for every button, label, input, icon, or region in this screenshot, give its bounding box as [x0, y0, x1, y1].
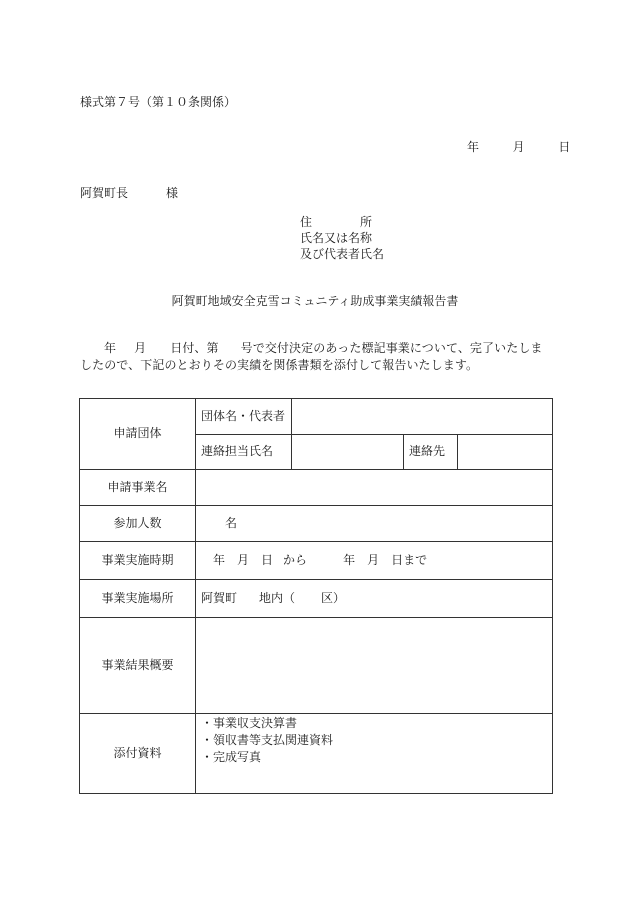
- table-row: [80, 399, 553, 435]
- contact-field[interactable]: [458, 435, 553, 470]
- form-number: 様式第７号（第１０条関係）: [80, 95, 237, 109]
- attachments-label: 添付資料: [80, 714, 196, 794]
- participants-field[interactable]: [196, 506, 553, 542]
- location-district: 区）: [321, 590, 346, 605]
- report-table: [79, 398, 553, 794]
- project-name-label: 申請事業名: [80, 470, 196, 506]
- attachment-item: ・事業収支決算書: [201, 716, 298, 730]
- body-day: 日付、第: [170, 341, 219, 355]
- participants-label: 参加人数: [80, 506, 196, 542]
- summary-label: 事業結果概要: [80, 618, 196, 714]
- location-town: 阿賀町: [201, 590, 238, 605]
- group-rep-field[interactable]: [292, 399, 553, 435]
- period-start-day: 日: [261, 552, 274, 567]
- period-field[interactable]: [196, 542, 553, 580]
- project-name-field[interactable]: [196, 470, 553, 506]
- group-rep-label: 団体名・代表者: [196, 399, 292, 435]
- contact-name-field[interactable]: [292, 435, 404, 470]
- date-day: 日: [558, 140, 571, 154]
- attachment-item: ・領収書等支払関連資料: [201, 733, 334, 747]
- table-row: [80, 542, 553, 580]
- period-label: 事業実施時期: [80, 542, 196, 580]
- body-text: [80, 340, 552, 374]
- name-label: 氏名又は名称: [300, 231, 373, 245]
- attachments-field: [196, 714, 553, 794]
- table-row: [80, 580, 553, 618]
- summary-field[interactable]: [196, 618, 553, 714]
- body-sentence: 号で交付決定のあった標記事業について、完了いたしましたので、下記のとおりその実績を関係書類を添付して報告いたします。: [80, 341, 543, 372]
- location-field[interactable]: [196, 580, 553, 618]
- period-end-day: 日まで: [391, 552, 428, 567]
- representative-label: 及び代表者氏名: [300, 247, 385, 261]
- period-end-month: 月: [367, 552, 380, 567]
- contact-name-label: 連絡担当氏名: [196, 435, 292, 470]
- address-label: 住 所: [300, 215, 373, 229]
- participants-unit: 名: [225, 515, 238, 530]
- addressee: [80, 185, 178, 202]
- location-label: 事業実施場所: [80, 580, 196, 618]
- date-line: [467, 139, 570, 156]
- table-row: [80, 714, 553, 794]
- date-month: 月: [512, 140, 525, 154]
- date-year: 年: [467, 140, 480, 154]
- location-area: 地内（: [259, 590, 296, 605]
- table-row: [80, 506, 553, 542]
- period-end-year: 年: [343, 552, 356, 567]
- table-row: [80, 618, 553, 714]
- period-start-month: 月: [237, 552, 250, 567]
- period-start-year: 年: [213, 552, 226, 567]
- period-from: から: [283, 552, 308, 567]
- contact-label: 連絡先: [404, 435, 458, 470]
- applicant-group-label: 申請団体: [80, 399, 196, 470]
- attachment-item: ・完成写真: [201, 750, 262, 764]
- body-year: 年: [104, 341, 117, 355]
- applicant-block: [300, 214, 384, 262]
- addressee-name: 阿賀町長: [80, 186, 129, 200]
- table-row: [80, 470, 553, 506]
- body-month: 月: [134, 341, 147, 355]
- addressee-honorific: 様: [166, 186, 179, 200]
- document-title: 阿賀町地域安全克雪コミュニティ助成事業実績報告書: [171, 294, 459, 308]
